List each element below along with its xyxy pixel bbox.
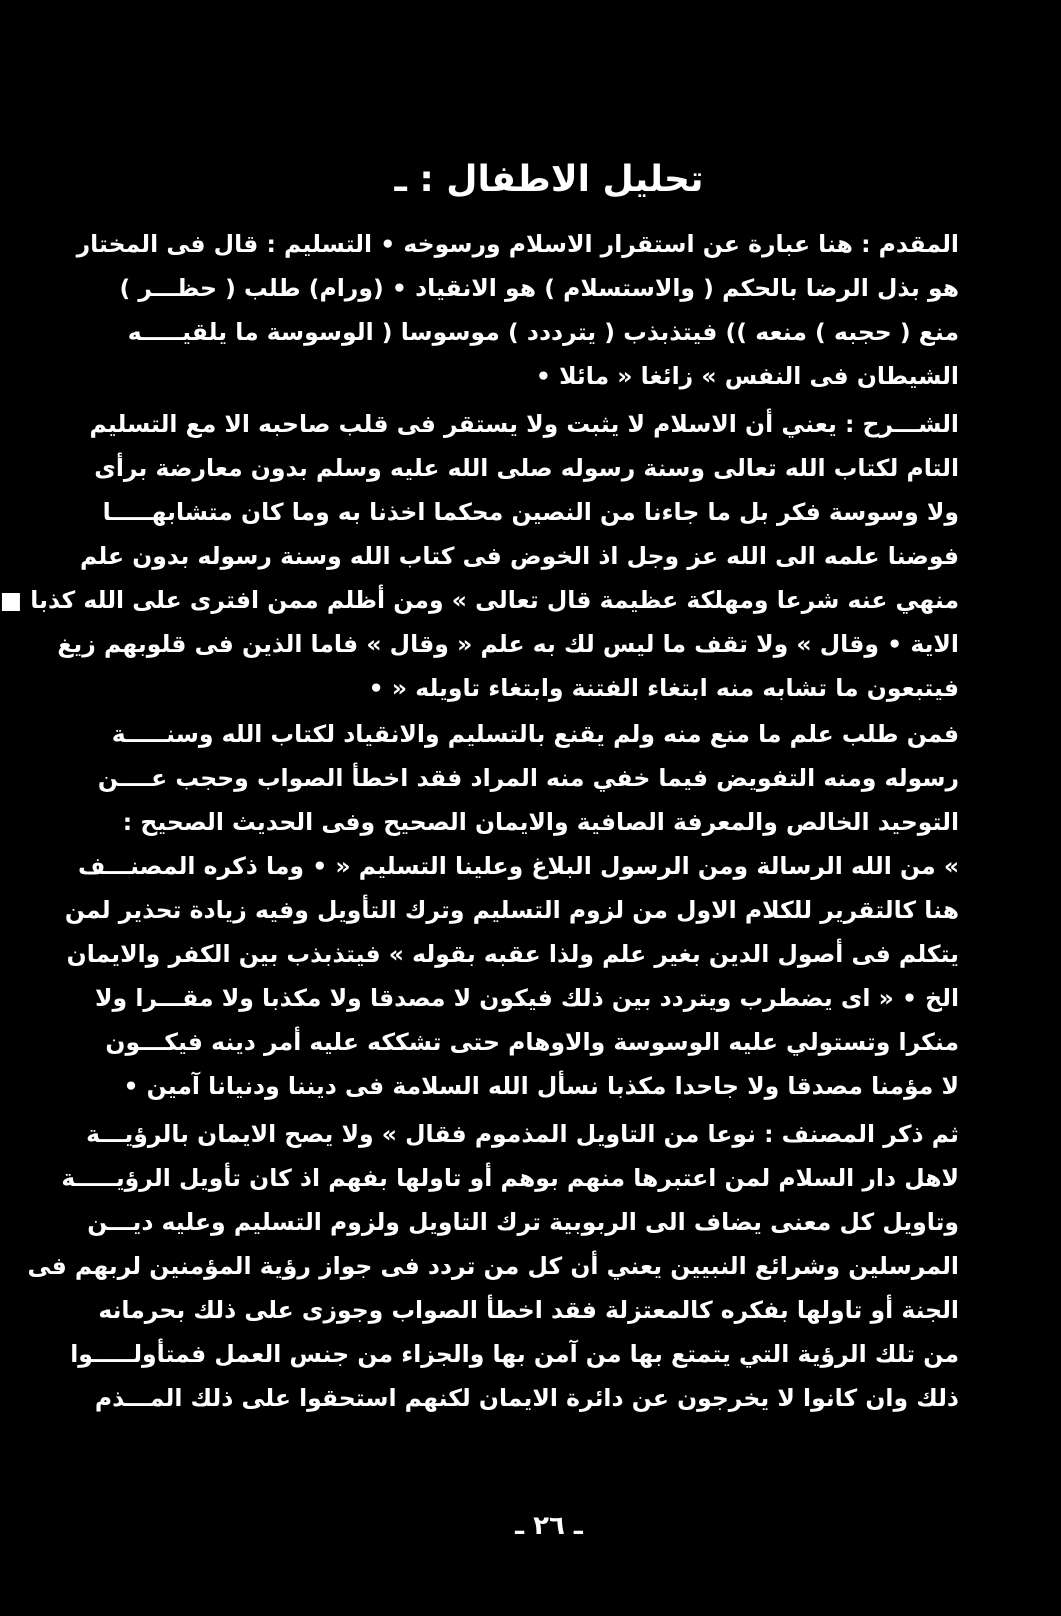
text-line: الشيطان فى النفس » زائغا « مائلا • — [535, 362, 959, 390]
text-line: ولا وسوسة فكر بل ما جاءنا من النصين محكما اخذنا به وما كان متشابهـــــا — [102, 498, 959, 526]
text-line: التام لكتاب الله تعالى وسنة رسوله صلى الله عليه وسلم بدون معارضة برأى — [94, 454, 959, 482]
text-line: وتاويل كل معنى يضاف الى الربوبية ترك التاويل ولزوم التسليم وعليه ديـــن — [87, 1208, 959, 1236]
text-line: منهي عنه شرعا ومهلكة عظيمة قال تعالى » ومن أظلم ممن افترى على الله كذبا ■ — [0, 586, 959, 614]
text-line: الخ • « اى يضطرب ويتردد بين ذلك فيكون لا مصدقا ولا مكذبا ولا مقـــرا ولا — [95, 984, 959, 1012]
text-line: من تلك الرؤية التي يتمتع بها من آمن بها والجزاء من جنس العمل فمتأولـــــوا — [70, 1340, 959, 1368]
text-line: ذلك وان كانوا لا يخرجون عن دائرة الايمان لكنهم استحقوا على ذلك المـــذم — [94, 1384, 959, 1412]
text-line: هنا كالتقرير للكلام الاول من لزوم التسليم وترك التأويل وفيه زيادة تحذير لمن — [64, 896, 959, 924]
paragraph-tawhid — [64, 712, 959, 1108]
paragraph-ruya — [27, 1112, 959, 1420]
page-number: ـ ٢٦ ـ — [515, 1511, 583, 1541]
text-line: ثم ذكر المصنف : نوعا من التاويل المذموم فقال » ولا يصح الايمان بالرؤيـــة — [86, 1120, 959, 1148]
text-line: رسوله ومنه التفويض فيما خفي منه المراد فقد اخطأ الصواب وحجب عــــن — [97, 764, 959, 792]
text-line: لا مؤمنا مصدقا ولا جاحدا مكذبا نسأل الله السلامة فى ديننا ودنيانا آمين • — [123, 1072, 959, 1100]
text-line: فوضنا علمه الى الله عز وجل اذ الخوض فى كتاب الله وسنة رسوله بدون علم — [79, 542, 959, 570]
text-line: فيتبعون ما تشابه منه ابتغاء الفتنة وابتغاء تاويله « • — [368, 674, 959, 702]
text-line: » من الله الرسالة ومن الرسول البلاغ وعلينا التسليم « • وما ذكره المصنـــف — [78, 852, 959, 880]
paragraph-explanation — [0, 402, 959, 710]
text-line: يتكلم فى أصول الدين بغير علم ولذا عقبه بقوله » فيتذبذب بين الكفر والايمان — [66, 940, 959, 968]
text-line: منكرا وتستولي عليه الوسوسة والاوهام حتى تشككه عليه أمر دينه فيكـــون — [105, 1028, 959, 1056]
text-line: المرسلين وشرائع النبيين يعني أن كل من تردد فى جواز رؤية المؤمنين لربهم فى — [27, 1252, 959, 1280]
text-line: فمن طلب علم ما منع منه ولم يقنع بالتسليم والانقياد لكتاب الله وسنـــــة — [111, 720, 959, 748]
section-title: تحليل الاطفال : ـ — [394, 159, 704, 200]
text-line: الشـــرح : يعني أن الاسلام لا يثبت ولا يستقر فى قلب صاحبه الا مع التسليم — [89, 410, 959, 438]
text-line: الاية • وقال » ولا تقف ما ليس لك به علم « وقال » فاما الذين فى قلوبهم زيغ — [57, 630, 959, 658]
text-line: هو بذل الرضا بالحكم ( والاستسلام ) هو الانقياد • (ورام) طلب ( حظـــر ) — [119, 274, 959, 302]
paragraph-definitions — [76, 222, 959, 398]
text-line: المقدم : هنا عبارة عن استقرار الاسلام ورسوخه • التسليم : قال فى المختار — [76, 230, 959, 258]
text-line: الجنة أو تاولها بفكره كالمعتزلة فقد اخطأ الصواب وجوزى على ذلك بحرمانه — [98, 1296, 959, 1324]
text-line: التوحيد الخالص والمعرفة الصافية والايمان الصحيح وفى الحديث الصحيح : — [122, 808, 959, 836]
text-line: لاهل دار السلام لمن اعتبرها منهم بوهم أو تاولها بفهم اذ كان تأويل الرؤيـــــة — [61, 1164, 959, 1192]
text-line: منع ( حجبه ) منعه )) فيتذبذب ( يترددد ) موسوسا ( الوسوسة ما يلقيـــــه — [127, 318, 959, 346]
